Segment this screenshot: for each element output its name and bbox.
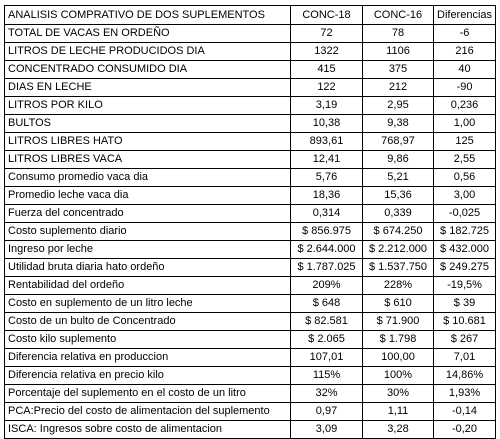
row-label: CONCENTRADO CONSUMIDO DIA (5, 61, 291, 79)
value-conc-18: $ 1.787.025 (291, 259, 363, 277)
table-row (5, 295, 496, 313)
table-row (5, 205, 496, 223)
row-label: Consumo promedio vaca dia (5, 169, 291, 187)
value-diferencia: 14,86% (434, 367, 496, 385)
value-conc-16: 228% (363, 277, 434, 295)
header-conc-18: CONC-18 (291, 6, 363, 25)
value-conc-16: $ 610 (363, 295, 434, 313)
value-diferencia: $ 249.275 (434, 259, 496, 277)
row-label: Diferencia relativa en precio kilo (5, 367, 291, 385)
value-diferencia: $ 432.000 (434, 241, 496, 259)
value-conc-18: 3,19 (291, 97, 363, 115)
table-row (5, 169, 496, 187)
row-label: Costo en suplemento de un litro leche (5, 295, 291, 313)
value-diferencia: -6 (434, 25, 496, 43)
value-diferencia: -0,20 (434, 421, 496, 439)
value-conc-18: 1322 (291, 43, 363, 61)
row-label: Fuerza del concentrado (5, 205, 291, 223)
value-conc-16: $ 1.798 (363, 331, 434, 349)
value-diferencia: 3,00 (434, 187, 496, 205)
value-conc-16: 1106 (363, 43, 434, 61)
value-conc-18: 0,97 (291, 403, 363, 421)
value-conc-16: 212 (363, 79, 434, 97)
value-conc-18: 122 (291, 79, 363, 97)
table-row (5, 367, 496, 385)
value-diferencia: -0,14 (434, 403, 496, 421)
value-conc-16: 1,11 (363, 403, 434, 421)
value-diferencia: -90 (434, 79, 496, 97)
value-conc-16: $ 674.250 (363, 223, 434, 241)
value-diferencia: 1,93% (434, 385, 496, 403)
supplement-comparison-table (4, 5, 496, 439)
value-conc-16: 9,38 (363, 115, 434, 133)
row-label: LITROS LIBRES VACA (5, 151, 291, 169)
table-row (5, 97, 496, 115)
value-diferencia: -19,5% (434, 277, 496, 295)
row-label: Promedio leche vaca dia (5, 187, 291, 205)
value-diferencia: 0,236 (434, 97, 496, 115)
row-label: Costo suplemento diario (5, 223, 291, 241)
value-diferencia: 125 (434, 133, 496, 151)
value-diferencia: -0,025 (434, 205, 496, 223)
table-row (5, 115, 496, 133)
value-conc-16: $ 71.900 (363, 313, 434, 331)
header-diferencias: Diferencias (434, 6, 496, 25)
row-label: Costo de un bulto de Concentrado (5, 313, 291, 331)
table-row (5, 61, 496, 79)
table-row (5, 25, 496, 43)
table-row (5, 277, 496, 295)
value-diferencia: 216 (434, 43, 496, 61)
row-label: Utilidad bruta diaria hato ordeño (5, 259, 291, 277)
table-row (5, 421, 496, 439)
table-title-cell: ANALISIS COMPRATIVO DE DOS SUPLEMENTOS (5, 6, 291, 25)
value-diferencia: $ 39 (434, 295, 496, 313)
row-label: TOTAL DE VACAS EN ORDEÑO (5, 25, 291, 43)
table-row (5, 151, 496, 169)
value-conc-16: 15,36 (363, 187, 434, 205)
row-label: LITROS DE LECHE PRODUCIDOS DIA (5, 43, 291, 61)
value-conc-18: $ 82.581 (291, 313, 363, 331)
value-conc-18: 3,09 (291, 421, 363, 439)
table-row (5, 187, 496, 205)
header-conc-16: CONC-16 (363, 6, 434, 25)
value-conc-18: 18,36 (291, 187, 363, 205)
value-conc-18: $ 648 (291, 295, 363, 313)
value-diferencia: $ 267 (434, 331, 496, 349)
table-row (5, 259, 496, 277)
value-conc-16: 78 (363, 25, 434, 43)
value-conc-16: 768,97 (363, 133, 434, 151)
value-conc-18: 893,61 (291, 133, 363, 151)
value-diferencia: 0,56 (434, 169, 496, 187)
value-conc-18: 5,76 (291, 169, 363, 187)
row-label: Porcentaje del suplemento en el costo de un litro (5, 385, 291, 403)
value-conc-18: $ 2.644.000 (291, 241, 363, 259)
table-row (5, 349, 496, 367)
row-label: Costo kilo suplemento (5, 331, 291, 349)
row-label: Ingreso por leche (5, 241, 291, 259)
value-diferencia: 2,55 (434, 151, 496, 169)
row-label: Diferencia relativa en produccion (5, 349, 291, 367)
table-row (5, 43, 496, 61)
row-label: DIAS EN LECHE (5, 79, 291, 97)
value-conc-18: 0,314 (291, 205, 363, 223)
value-conc-16: 3,28 (363, 421, 434, 439)
value-diferencia: 7,01 (434, 349, 496, 367)
table-row (5, 79, 496, 97)
value-conc-18: $ 2.065 (291, 331, 363, 349)
value-conc-16: $ 1.537.750 (363, 259, 434, 277)
value-conc-16: $ 2.212.000 (363, 241, 434, 259)
table-row (5, 331, 496, 349)
row-label: LITROS LIBRES HATO (5, 133, 291, 151)
value-conc-18: 10,38 (291, 115, 363, 133)
value-conc-18: 72 (291, 25, 363, 43)
value-conc-18: 115% (291, 367, 363, 385)
value-diferencia: 40 (434, 61, 496, 79)
value-conc-18: 32% (291, 385, 363, 403)
row-label: Rentabilidad del ordeño (5, 277, 291, 295)
header-row (5, 6, 496, 25)
value-conc-16: 375 (363, 61, 434, 79)
row-label: BULTOS (5, 115, 291, 133)
table-row (5, 313, 496, 331)
row-label: PCA:Precio del costo de alimentacion del suplemento (5, 403, 291, 421)
table-row (5, 223, 496, 241)
table-row (5, 241, 496, 259)
table-row (5, 133, 496, 151)
value-diferencia: 1,00 (434, 115, 496, 133)
value-conc-16: 9,86 (363, 151, 434, 169)
value-conc-18: 12,41 (291, 151, 363, 169)
value-conc-16: 100,00 (363, 349, 434, 367)
table-row (5, 403, 496, 421)
value-diferencia: $ 182.725 (434, 223, 496, 241)
value-conc-16: 0,339 (363, 205, 434, 223)
value-conc-16: 30% (363, 385, 434, 403)
value-conc-18: 209% (291, 277, 363, 295)
value-conc-16: 2,95 (363, 97, 434, 115)
value-conc-18: 107,01 (291, 349, 363, 367)
table-row (5, 385, 496, 403)
row-label: LITROS POR KILO (5, 97, 291, 115)
value-conc-18: $ 856.975 (291, 223, 363, 241)
row-label: ISCA: Ingresos sobre costo de alimentacion (5, 421, 291, 439)
value-conc-18: 415 (291, 61, 363, 79)
value-conc-16: 5,21 (363, 169, 434, 187)
value-conc-16: 100% (363, 367, 434, 385)
value-diferencia: $ 10.681 (434, 313, 496, 331)
